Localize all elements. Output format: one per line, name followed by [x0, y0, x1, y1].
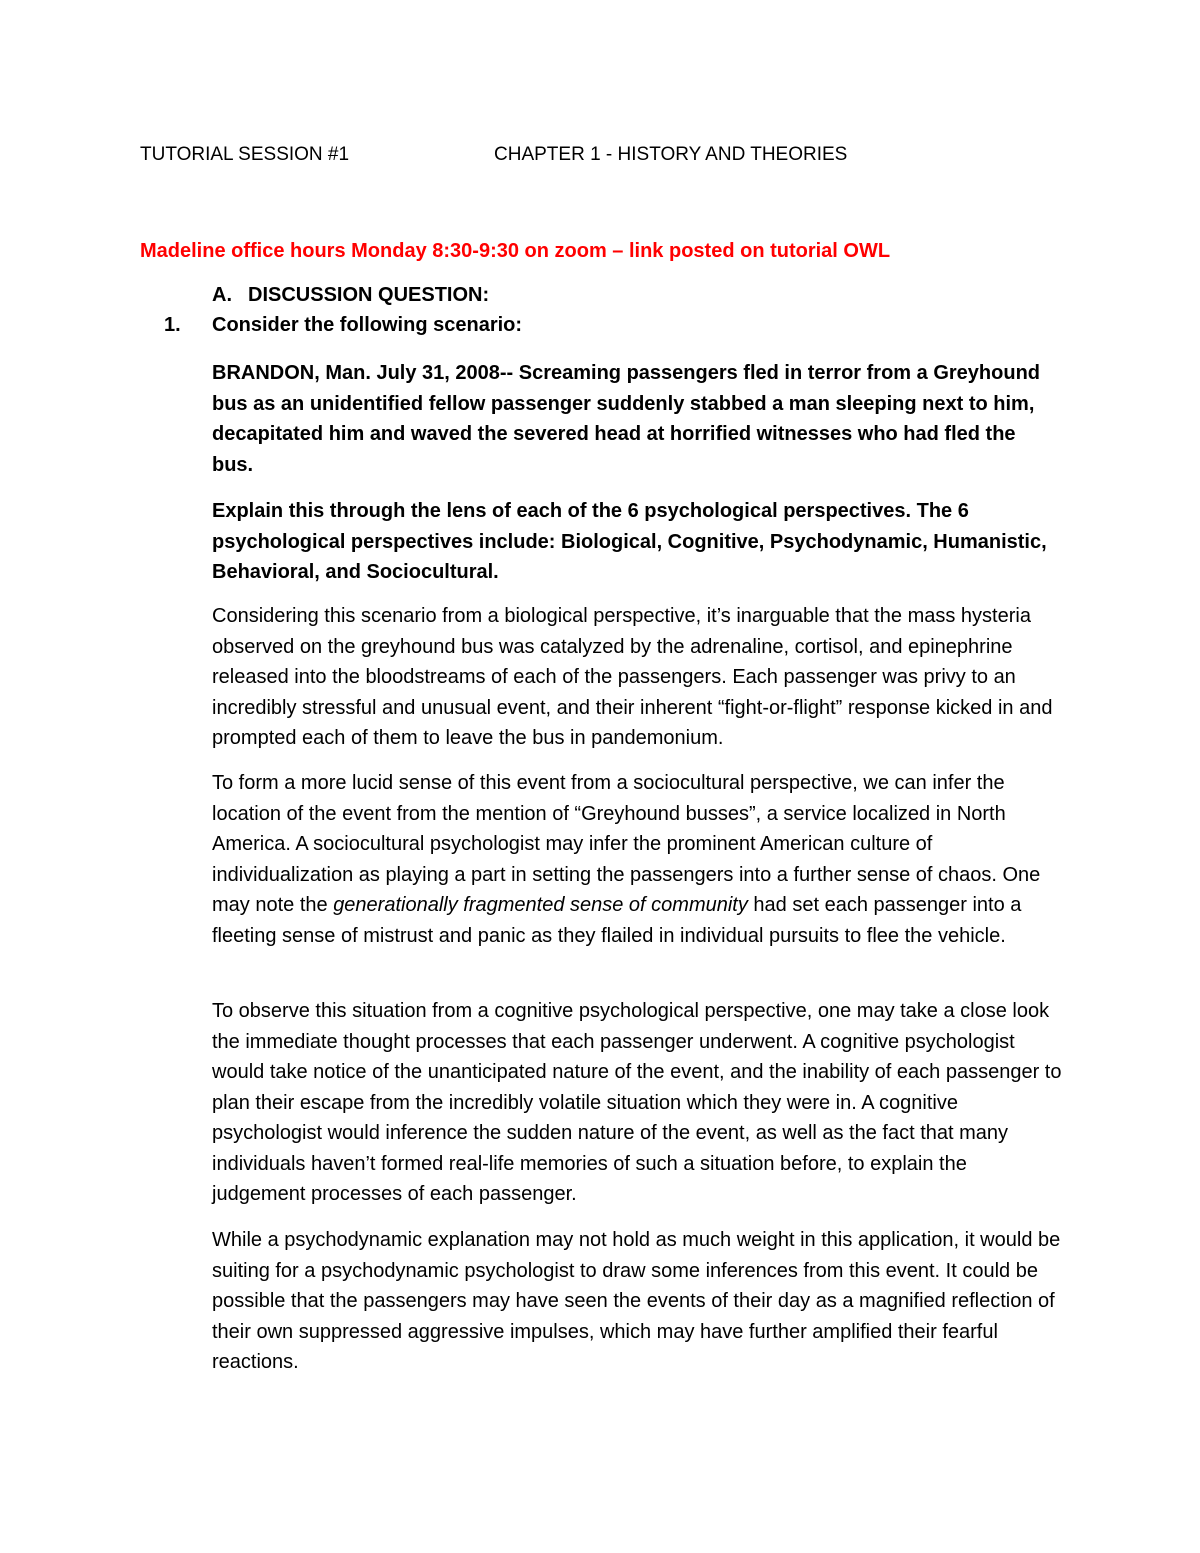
sociocultural-text [212, 768, 1062, 951]
question-heading [164, 314, 522, 337]
section-title: DISCUSSION QUESTION: [248, 284, 490, 306]
instruction-text: Explain this through the lens of each of the 6 psychological perspectives. The 6 psychological perspectives include: Biological, Cognitive, Psychodynamic, Humanistic, Behavioral, and Sociocultural. [212, 500, 1047, 583]
instruction-paragraph [212, 496, 1062, 588]
sociocultural-emphasis: generationally fragmented sense of community [333, 894, 748, 916]
section-letter: A. [212, 284, 232, 306]
sociocultural-text-end: had set each passenger into a fleeting sense of mistrust and panic as they flailed in individual pursuits to flee the vehicle. [212, 894, 1022, 947]
biological-answer [212, 601, 1062, 754]
scenario-paragraph [212, 358, 1062, 480]
psychodynamic-answer [212, 1225, 1062, 1378]
sociocultural-answer [212, 768, 1062, 951]
section-heading [212, 284, 489, 307]
cognitive-answer [212, 996, 1062, 1210]
scenario-text: BRANDON, Man. July 31, 2008-- Screaming passengers fled in terror from a Greyhound bus as an unidentified fellow passenger suddenly stabbed a man sleeping next to him, decapitated him and waved the severed head at horrified witnesses who had fled the bus. [212, 362, 1040, 476]
cognitive-text: To observe this situation from a cognitive psychological perspective, one may take a close look the immediate thought processes that each passenger underwent. A cognitive psychologist would take notice of the unanticipated nature of the event, and the inability of each passenger to plan their escape from the incredibly volatile situation which they were in. A cognitive psychologist would inference the sudden nature of the event, as well as the fact that many individuals haven’t formed real-life memories of such a situation before, to explain the judgement processes of each passenger. [212, 1000, 1062, 1205]
psychodynamic-text: While a psychodynamic explanation may not hold as much weight in this application, it would be suiting for a psychodynamic psychologist to draw some inferences from this event. It could be possible that the passengers may have seen the events of their day as a magnified reflection of their own suppressed aggressive impulses, which may have further amplified their fearful reactions. [212, 1229, 1061, 1373]
chapter-title: CHAPTER 1 - HISTORY AND THEORIES [494, 144, 848, 165]
question-text: Consider the following scenario: [212, 314, 523, 336]
office-hours-note: Madeline office hours Monday 8:30-9:30 on zoom – link posted on tutorial OWL [140, 240, 891, 262]
session-title: TUTORIAL SESSION #1 [140, 144, 350, 165]
sociocultural-text-start: To form a more lucid sense of this event from a sociocultural perspective, we can infer the location of the event from the mention of “Greyhound busses”, a service localized in North America. A sociocultural psychologist may infer the prominent American culture of individualization as playing a part in setting the passengers into a further sense of chaos. One may note the [212, 772, 1041, 916]
question-number: 1. [164, 314, 181, 336]
document-header [140, 144, 1040, 170]
biological-text: Considering this scenario from a biological perspective, it’s inarguable that the mass hysteria observed on the greyhound bus was catalyzed by the adrenaline, cortisol, and epinephrine released into the bloodstreams of each of the passengers. Each passenger was privy to an incredibly stressful and unusual event, and their inherent “fight-or-flight” response kicked in and prompted each of them to leave the bus in pandemonium. [212, 605, 1053, 749]
